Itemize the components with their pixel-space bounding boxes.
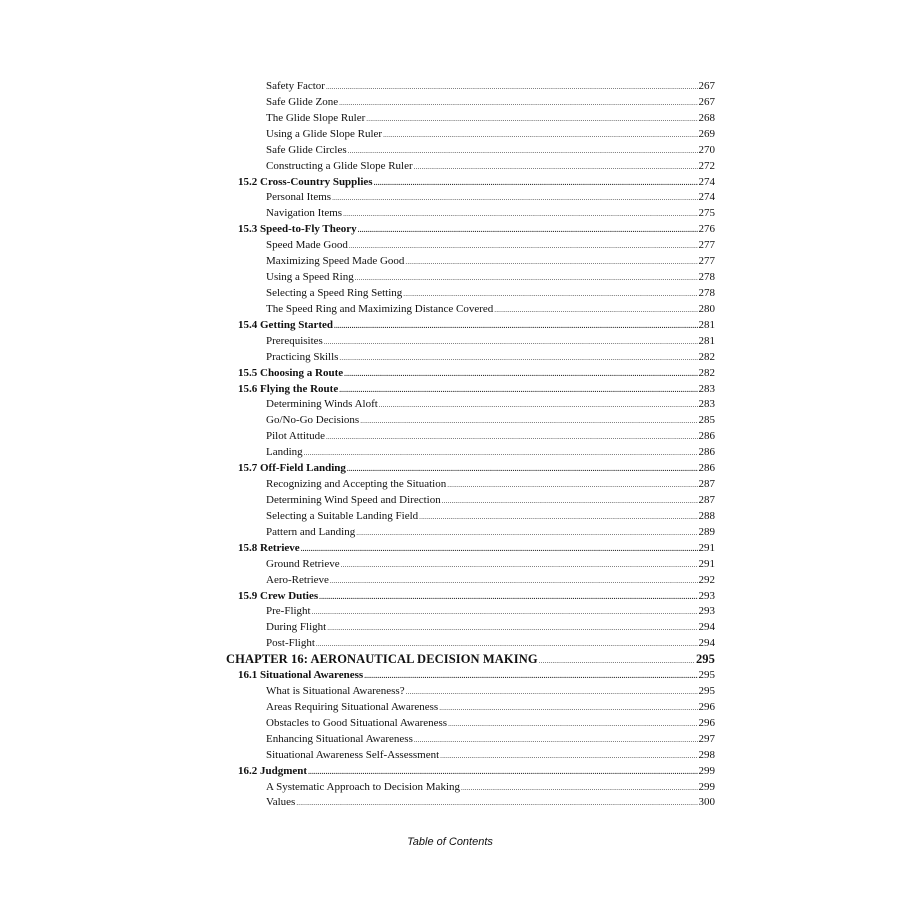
toc-dot-leader [406, 685, 698, 701]
toc-entry-title: The Speed Ring and Maximizing Distance Covered [266, 302, 494, 315]
toc-subsection-entry [226, 350, 715, 366]
toc-dot-leader [383, 128, 697, 144]
toc-entry-page-number: 274 [698, 191, 715, 204]
toc-entry-title: 16.1 Situational Awareness [238, 669, 364, 682]
toc-entry-page-number: 296 [698, 700, 715, 713]
toc-subsection-entry [226, 286, 715, 302]
toc-entry-page-number: 287 [698, 478, 715, 491]
toc-dot-leader [360, 414, 697, 430]
toc-entry-title: A Systematic Approach to Decision Making [266, 780, 460, 793]
toc-subsection-entry [226, 493, 715, 509]
toc-entry-title: 15.9 Crew Duties [238, 589, 319, 602]
toc-dot-leader [448, 717, 697, 733]
toc-subsection-entry [226, 509, 715, 525]
toc-entry-page-number: 282 [698, 350, 715, 363]
toc-entry-title: Pre-Flight [266, 605, 311, 618]
toc-entry-page-number: 283 [698, 398, 715, 411]
toc-entry-page-number: 285 [698, 414, 715, 427]
toc-section-entry [226, 222, 715, 238]
toc-dot-leader [494, 303, 697, 319]
toc-chapter-entry [226, 652, 715, 668]
toc-dot-leader [414, 160, 698, 176]
toc-dot-leader [319, 590, 697, 606]
toc-dot-leader [539, 654, 695, 670]
toc-entry-title: Go/No-Go Decisions [266, 414, 360, 427]
toc-dot-leader [330, 574, 698, 590]
toc-subsection-entry [226, 190, 715, 206]
toc-entry-page-number: 268 [698, 111, 715, 124]
toc-entry-page-number: 297 [698, 732, 715, 745]
toc-entry-title: 15.5 Choosing a Route [238, 366, 344, 379]
toc-subsection-entry [226, 127, 715, 143]
toc-entry-title: Ground Retrieve [266, 557, 340, 570]
toc-entry-page-number: 298 [698, 748, 715, 761]
toc-entry-page-number: 299 [698, 780, 715, 793]
toc-entry-title: Using a Speed Ring [266, 271, 354, 284]
toc-entry-page-number: 276 [698, 223, 715, 236]
toc-subsection-entry [226, 732, 715, 748]
toc-entry-title: 15.7 Off-Field Landing [238, 462, 346, 475]
toc-entry-page-number: 286 [698, 430, 715, 443]
toc-entry-page-number: 269 [698, 127, 715, 140]
toc-entry-page-number: 281 [698, 334, 715, 347]
toc-entry-title: Areas Requiring Situational Awareness [266, 700, 439, 713]
toc-subsection-entry [226, 302, 715, 318]
toc-entry-page-number: 278 [698, 286, 715, 299]
toc-entry-title: Speed Made Good [266, 239, 348, 252]
toc-entry-title: Selecting a Suitable Landing Field [266, 509, 419, 522]
toc-dot-leader [364, 669, 697, 685]
toc-entry-title: Practicing Skills [266, 350, 339, 363]
toc-subsection-entry [226, 270, 715, 286]
toc-entry-title: Determining Winds Aloft [266, 398, 378, 411]
toc-dot-leader [326, 430, 698, 446]
toc-entry-title: What is Situational Awareness? [266, 685, 405, 698]
toc-entry-title: Constructing a Glide Slope Ruler [266, 159, 413, 172]
toc-entry-page-number: 292 [698, 573, 715, 586]
toc-subsection-entry [226, 795, 715, 811]
toc-entry-title: Pilot Attitude [266, 430, 325, 443]
toc-subsection-entry [226, 334, 715, 350]
toc-section-entry [226, 668, 715, 684]
toc-entry-title: CHAPTER 16: AERONAUTICAL DECISION MAKING [226, 652, 538, 667]
toc-section-entry [226, 764, 715, 780]
toc-entry-page-number: 295 [698, 669, 715, 682]
toc-entry-page-number: 289 [698, 525, 715, 538]
toc-entry-page-number: 267 [698, 95, 715, 108]
toc-entry-page-number: 286 [698, 446, 715, 459]
toc-entry-title: Recognizing and Accepting the Situation [266, 478, 447, 491]
toc-entry-page-number: 274 [698, 175, 715, 188]
toc-entry-page-number: 294 [698, 637, 715, 650]
toc-dot-leader [348, 144, 698, 160]
toc-subsection-entry [226, 413, 715, 429]
toc-section-entry [226, 461, 715, 477]
toc-dot-leader [308, 765, 697, 781]
toc-dot-leader [327, 621, 697, 637]
toc-dot-leader [326, 80, 698, 96]
toc-entry-page-number: 286 [698, 462, 715, 475]
toc-dot-leader [379, 398, 698, 414]
toc-dot-leader [414, 733, 698, 749]
toc-entry-title: Safe Glide Zone [266, 95, 339, 108]
toc-dot-leader [347, 462, 698, 478]
toc-dot-leader [405, 255, 697, 271]
toc-dot-leader [344, 367, 697, 383]
toc-entry-page-number: 291 [698, 541, 715, 554]
toc-dot-leader [316, 637, 698, 653]
toc-subsection-entry [226, 445, 715, 461]
toc-entry-title: 15.2 Cross-Country Supplies [238, 175, 373, 188]
toc-dot-leader [349, 239, 698, 255]
toc-dot-leader [296, 796, 697, 812]
toc-entry-page-number: 287 [698, 493, 715, 506]
toc-entry-title: 15.8 Retrieve [238, 541, 300, 554]
toc-entry-page-number: 293 [698, 589, 715, 602]
toc-subsection-entry [226, 254, 715, 270]
toc-dot-leader [461, 781, 698, 797]
toc-entry-page-number: 267 [698, 80, 715, 92]
toc-entry-page-number: 300 [698, 796, 715, 809]
toc-entry-title: Personal Items [266, 191, 332, 204]
toc-subsection-entry [226, 716, 715, 732]
toc-dot-leader [339, 351, 697, 367]
toc-dot-leader [356, 526, 697, 542]
toc-subsection-entry [226, 95, 715, 111]
toc-entry-page-number: 291 [698, 557, 715, 570]
toc-dot-leader [339, 96, 697, 112]
toc-entry-title: Pattern and Landing [266, 525, 356, 538]
toc-entry-page-number: 283 [698, 382, 715, 395]
toc-dot-leader [301, 542, 698, 558]
toc-entry-page-number: 272 [698, 159, 715, 172]
toc-subsection-entry [226, 111, 715, 127]
toc-section-entry [226, 541, 715, 557]
toc-subsection-entry [226, 620, 715, 636]
toc-entry-page-number: 278 [698, 271, 715, 284]
toc-entry-page-number: 295 [695, 652, 715, 667]
toc-entry-page-number: 275 [698, 207, 715, 220]
toc-subsection-entry [226, 143, 715, 159]
toc-dot-leader [339, 383, 697, 399]
toc-section-entry [226, 175, 715, 191]
toc-subsection-entry [226, 525, 715, 541]
toc-entry-title: Safety Factor [266, 80, 325, 92]
toc-entry-title: Using a Glide Slope Ruler [266, 127, 383, 140]
toc-subsection-entry [226, 238, 715, 254]
toc-entry-page-number: 294 [698, 621, 715, 634]
toc-entry-title: Maximizing Speed Made Good [266, 255, 405, 268]
toc-subsection-entry [226, 159, 715, 175]
toc-entry-title: Aero-Retrieve [266, 573, 329, 586]
toc-entry-title: Situational Awareness Self-Assessment [266, 748, 440, 761]
toc-entry-title: Selecting a Speed Ring Setting [266, 286, 403, 299]
toc-dot-leader [355, 271, 698, 287]
toc-dot-leader [366, 112, 697, 128]
toc-entry-title: The Glide Slope Ruler [266, 111, 366, 124]
toc-section-entry [226, 318, 715, 334]
toc-entry-page-number: 282 [698, 366, 715, 379]
toc-entry-page-number: 295 [698, 685, 715, 698]
toc-dot-leader [442, 494, 698, 510]
toc-dot-leader [334, 319, 697, 335]
toc-entry-title: Safe Glide Circles [266, 143, 347, 156]
toc-entry-page-number: 296 [698, 716, 715, 729]
toc-entry-title: 16.2 Judgment [238, 764, 308, 777]
toc-section-entry [226, 382, 715, 398]
toc-dot-leader [439, 701, 697, 717]
toc-subsection-entry [226, 477, 715, 493]
toc-entry-page-number: 281 [698, 318, 715, 331]
toc-entry-title: Prerequisites [266, 334, 323, 347]
toc-entry-page-number: 299 [698, 764, 715, 777]
toc-entry-title: Navigation Items [266, 207, 343, 220]
toc-subsection-entry [226, 604, 715, 620]
toc-subsection-entry [226, 780, 715, 796]
toc-entry-page-number: 270 [698, 143, 715, 156]
toc-entry-title: Determining Wind Speed and Direction [266, 493, 441, 506]
toc-subsection-entry [226, 684, 715, 700]
toc-dot-leader [332, 191, 697, 207]
toc-dot-leader [440, 749, 697, 765]
toc-dot-leader [419, 510, 697, 526]
toc-subsection-entry [226, 700, 715, 716]
toc-entry-page-number: 277 [698, 239, 715, 252]
toc-entry-page-number: 277 [698, 255, 715, 268]
page-footer: Table of Contents [407, 836, 493, 848]
toc-dot-leader [358, 223, 698, 239]
table-of-contents [226, 79, 715, 811]
toc-subsection-entry [226, 79, 715, 95]
toc-dot-leader [343, 207, 697, 223]
toc-subsection-entry [226, 206, 715, 222]
toc-subsection-entry [226, 573, 715, 589]
toc-entry-title: 15.6 Flying the Route [238, 382, 339, 395]
toc-subsection-entry [226, 748, 715, 764]
toc-dot-leader [447, 478, 697, 494]
toc-dot-leader [403, 287, 697, 303]
toc-section-entry [226, 589, 715, 605]
toc-subsection-entry [226, 429, 715, 445]
toc-dot-leader [374, 176, 698, 192]
toc-entry-title: 15.3 Speed-to-Fly Theory [238, 223, 357, 236]
toc-dot-leader [324, 335, 698, 351]
toc-entry-page-number: 293 [698, 605, 715, 618]
toc-entry-title: Enhancing Situational Awareness [266, 732, 413, 745]
toc-entry-title: Values [266, 796, 296, 809]
toc-dot-leader [312, 605, 698, 621]
toc-entry-title: 15.4 Getting Started [238, 318, 334, 331]
toc-subsection-entry [226, 557, 715, 573]
toc-entry-page-number: 288 [698, 509, 715, 522]
toc-entry-page-number: 280 [698, 302, 715, 315]
toc-dot-leader [304, 446, 698, 462]
toc-subsection-entry [226, 397, 715, 413]
toc-entry-title: During Flight [266, 621, 327, 634]
toc-section-entry [226, 366, 715, 382]
toc-entry-title: Landing [266, 446, 303, 459]
toc-entry-title: Obstacles to Good Situational Awareness [266, 716, 448, 729]
toc-entry-title: Post-Flight [266, 637, 315, 650]
toc-dot-leader [341, 558, 698, 574]
toc-subsection-entry [226, 636, 715, 652]
